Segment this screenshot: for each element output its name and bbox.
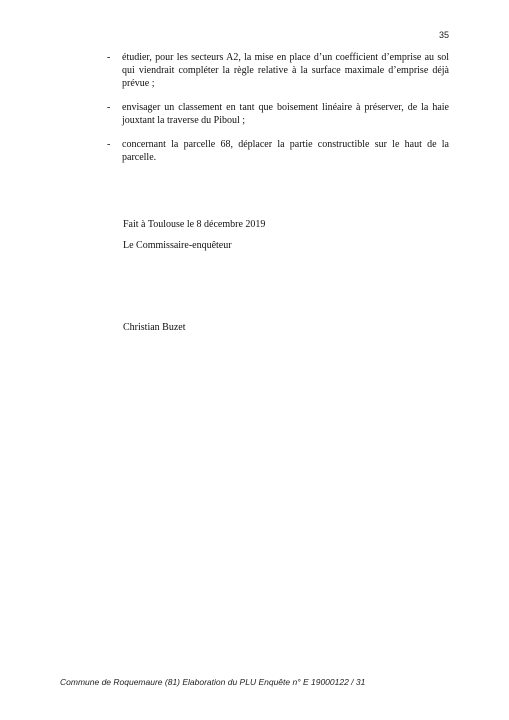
list-item: [107, 51, 449, 90]
signatory-name: Christian Buzet: [123, 322, 186, 333]
place-date: Fait à Toulouse le 8 décembre 2019: [123, 219, 266, 230]
bullet-dash: -: [107, 52, 111, 63]
bullet-text: envisager un classement en tant que boisement linéaire à préserver, de la haie jouxtant la traverse du Piboul ;: [122, 102, 449, 126]
list-item: [107, 101, 449, 127]
bullet-text: étudier, pour les secteurs A2, la mise en place d’un coefficient d’emprise au sol qui viendrait compléter la règle relative à la surface maximale d’emprise déjà prévue ;: [122, 52, 449, 89]
bullet-text: concernant la parcelle 68, déplacer la partie constructible sur le haut de la parcelle.: [122, 139, 449, 163]
page-number: 35: [438, 30, 449, 40]
signatory-role: Le Commissaire-enquêteur: [123, 240, 232, 251]
bullet-dash: -: [107, 102, 111, 113]
page-footer: Commune de Roquemaure (81) Elaboration du PLU Enquête n° E 19000122 / 31: [60, 677, 366, 687]
recommendations-list: [107, 51, 449, 175]
bullet-dash: -: [107, 139, 111, 150]
list-item: [107, 138, 449, 164]
